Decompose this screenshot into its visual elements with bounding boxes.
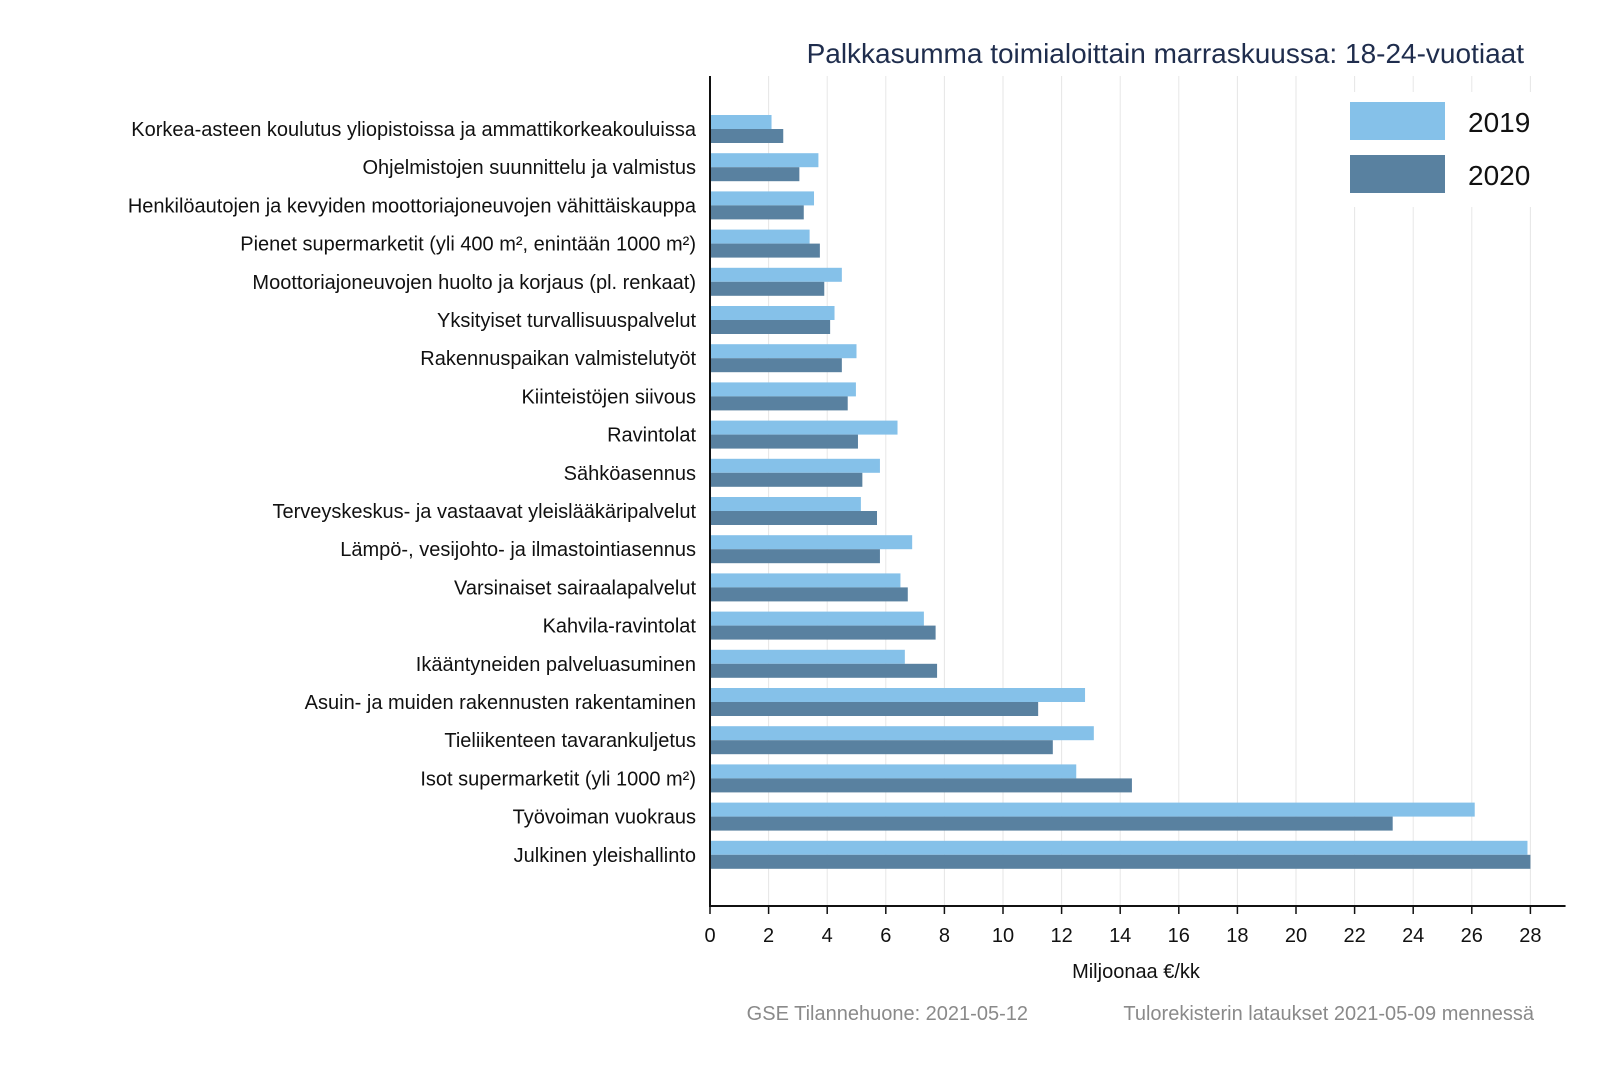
bar-2019-20 [710, 841, 1527, 855]
category-label-3: Henkilöautojen ja kevyiden moottoriajoneuvojen vähittäiskauppa [127, 195, 696, 218]
category-label-16: Asuin- ja muiden rakennusten rakentaminen [304, 692, 696, 714]
bar-2020-4 [710, 244, 820, 258]
category-label-19: Työvoiman vuokraus [512, 806, 696, 829]
category-label-13: Varsinaiset sairaalapalvelut [454, 577, 696, 600]
bar-2020-8 [710, 396, 848, 410]
bar-2019-16 [710, 688, 1085, 702]
bar-2019-6 [710, 306, 835, 320]
bar-2020-15 [710, 664, 937, 678]
legend-swatch-2020 [1350, 155, 1445, 193]
category-label-11: Terveyskeskus- ja vastaavat yleislääkäripalvelut [272, 501, 696, 523]
tick-label-4: 4 [821, 925, 833, 947]
category-label-2: Ohjelmistojen suunnittelu ja valmistus [362, 157, 696, 180]
tick-label-12: 12 [1050, 925, 1073, 947]
bar-2020-20 [710, 855, 1530, 869]
category-label-17: Tieliikenteen tavarankuljetus [444, 730, 696, 753]
category-label-20: Julkinen yleishallinto [513, 844, 696, 867]
tick-label-10: 10 [991, 925, 1015, 947]
x-axis-title: Miljoonaa €/kk [1072, 961, 1200, 983]
category-label-10: Sähköasennus [563, 462, 696, 485]
category-label-5: Moottoriajoneuvojen huolto ja korjaus (pl. renkaat) [252, 271, 696, 294]
tick-label-28: 28 [1519, 925, 1542, 947]
category-label-6: Yksityiset turvallisuuspalvelut [437, 310, 696, 332]
legend-swatch-2019 [1350, 102, 1445, 140]
tick-label-24: 24 [1402, 925, 1425, 947]
bar-2020-5 [710, 282, 824, 296]
category-label-12: Lämpö-, vesijohto- ja ilmastointiasennus [340, 539, 696, 562]
tick-label-2: 2 [763, 925, 775, 947]
legend [1332, 92, 1542, 207]
category-label-1: Korkea-asteen koulutus yliopistoissa ja ammattikorkeakouluissa [131, 119, 696, 141]
bar-2019-10 [710, 459, 880, 473]
category-labels [128, 119, 697, 867]
bar-2019-3 [710, 191, 814, 205]
bar-2020-16 [710, 702, 1038, 716]
tick-label-18: 18 [1226, 925, 1249, 947]
bar-2020-13 [710, 587, 908, 601]
tick-label-20: 20 [1284, 925, 1308, 947]
bar-2019-9 [710, 421, 898, 435]
bar-2020-12 [710, 549, 880, 563]
category-label-14: Kahvila-ravintolat [542, 615, 696, 638]
bar-2019-14 [710, 612, 924, 626]
bar-2019-15 [710, 650, 905, 664]
bar-2019-13 [710, 573, 900, 587]
tick-label-14: 14 [1109, 925, 1132, 947]
bar-2020-11 [710, 511, 877, 525]
category-label-7: Rakennuspaikan valmistelutyöt [420, 348, 696, 371]
tick-label-16: 16 [1167, 925, 1190, 947]
category-label-8: Kiinteistöjen siivous [521, 386, 696, 409]
tick-label-22: 22 [1343, 925, 1366, 947]
bar-2020-19 [710, 817, 1393, 831]
bar-2020-18 [710, 778, 1132, 792]
footer-source: GSE Tilannehuone: 2021-05-12 [746, 1003, 1028, 1025]
legend-label-2020: 2020 [1468, 160, 1531, 191]
category-label-9: Ravintolat [607, 424, 696, 447]
bar-2020-6 [710, 320, 830, 334]
bar-2019-19 [710, 803, 1475, 817]
bar-2020-2 [710, 167, 799, 181]
tick-label-0: 0 [704, 925, 716, 947]
bar-2019-18 [710, 764, 1076, 778]
chart-title: Palkkasumma toimialoittain marraskuussa: 18-24-vuotiaat [806, 38, 1524, 69]
bar-2020-7 [710, 358, 842, 372]
bar-2020-17 [710, 740, 1053, 754]
tick-label-6: 6 [880, 925, 892, 947]
x-tick-labels [704, 906, 1541, 947]
bar-2019-1 [710, 115, 772, 129]
bar-2020-14 [710, 626, 936, 640]
bar-2019-2 [710, 153, 818, 167]
category-label-4: Pienet supermarketit (yli 400 m², enintään 1000 m²) [240, 233, 696, 256]
bar-2019-4 [710, 230, 810, 244]
bar-2019-17 [710, 726, 1094, 740]
bar-2019-12 [710, 535, 912, 549]
bar-2020-3 [710, 205, 804, 219]
bar-2019-11 [710, 497, 861, 511]
bar-2019-5 [710, 268, 842, 282]
bar-2019-8 [710, 382, 856, 396]
footer-note: Tulorekisterin lataukset 2021-05-09 mennessä [1123, 1003, 1534, 1025]
bar-2020-1 [710, 129, 783, 143]
tick-label-8: 8 [938, 925, 950, 947]
category-label-18: Isot supermarketit (yli 1000 m²) [420, 768, 696, 791]
legend-label-2019: 2019 [1468, 107, 1531, 138]
category-label-15: Ikääntyneiden palveluasuminen [415, 653, 696, 676]
bar-2019-7 [710, 344, 857, 358]
tick-label-26: 26 [1460, 925, 1483, 947]
bar-2020-10 [710, 473, 862, 487]
bar-2020-9 [710, 435, 858, 449]
